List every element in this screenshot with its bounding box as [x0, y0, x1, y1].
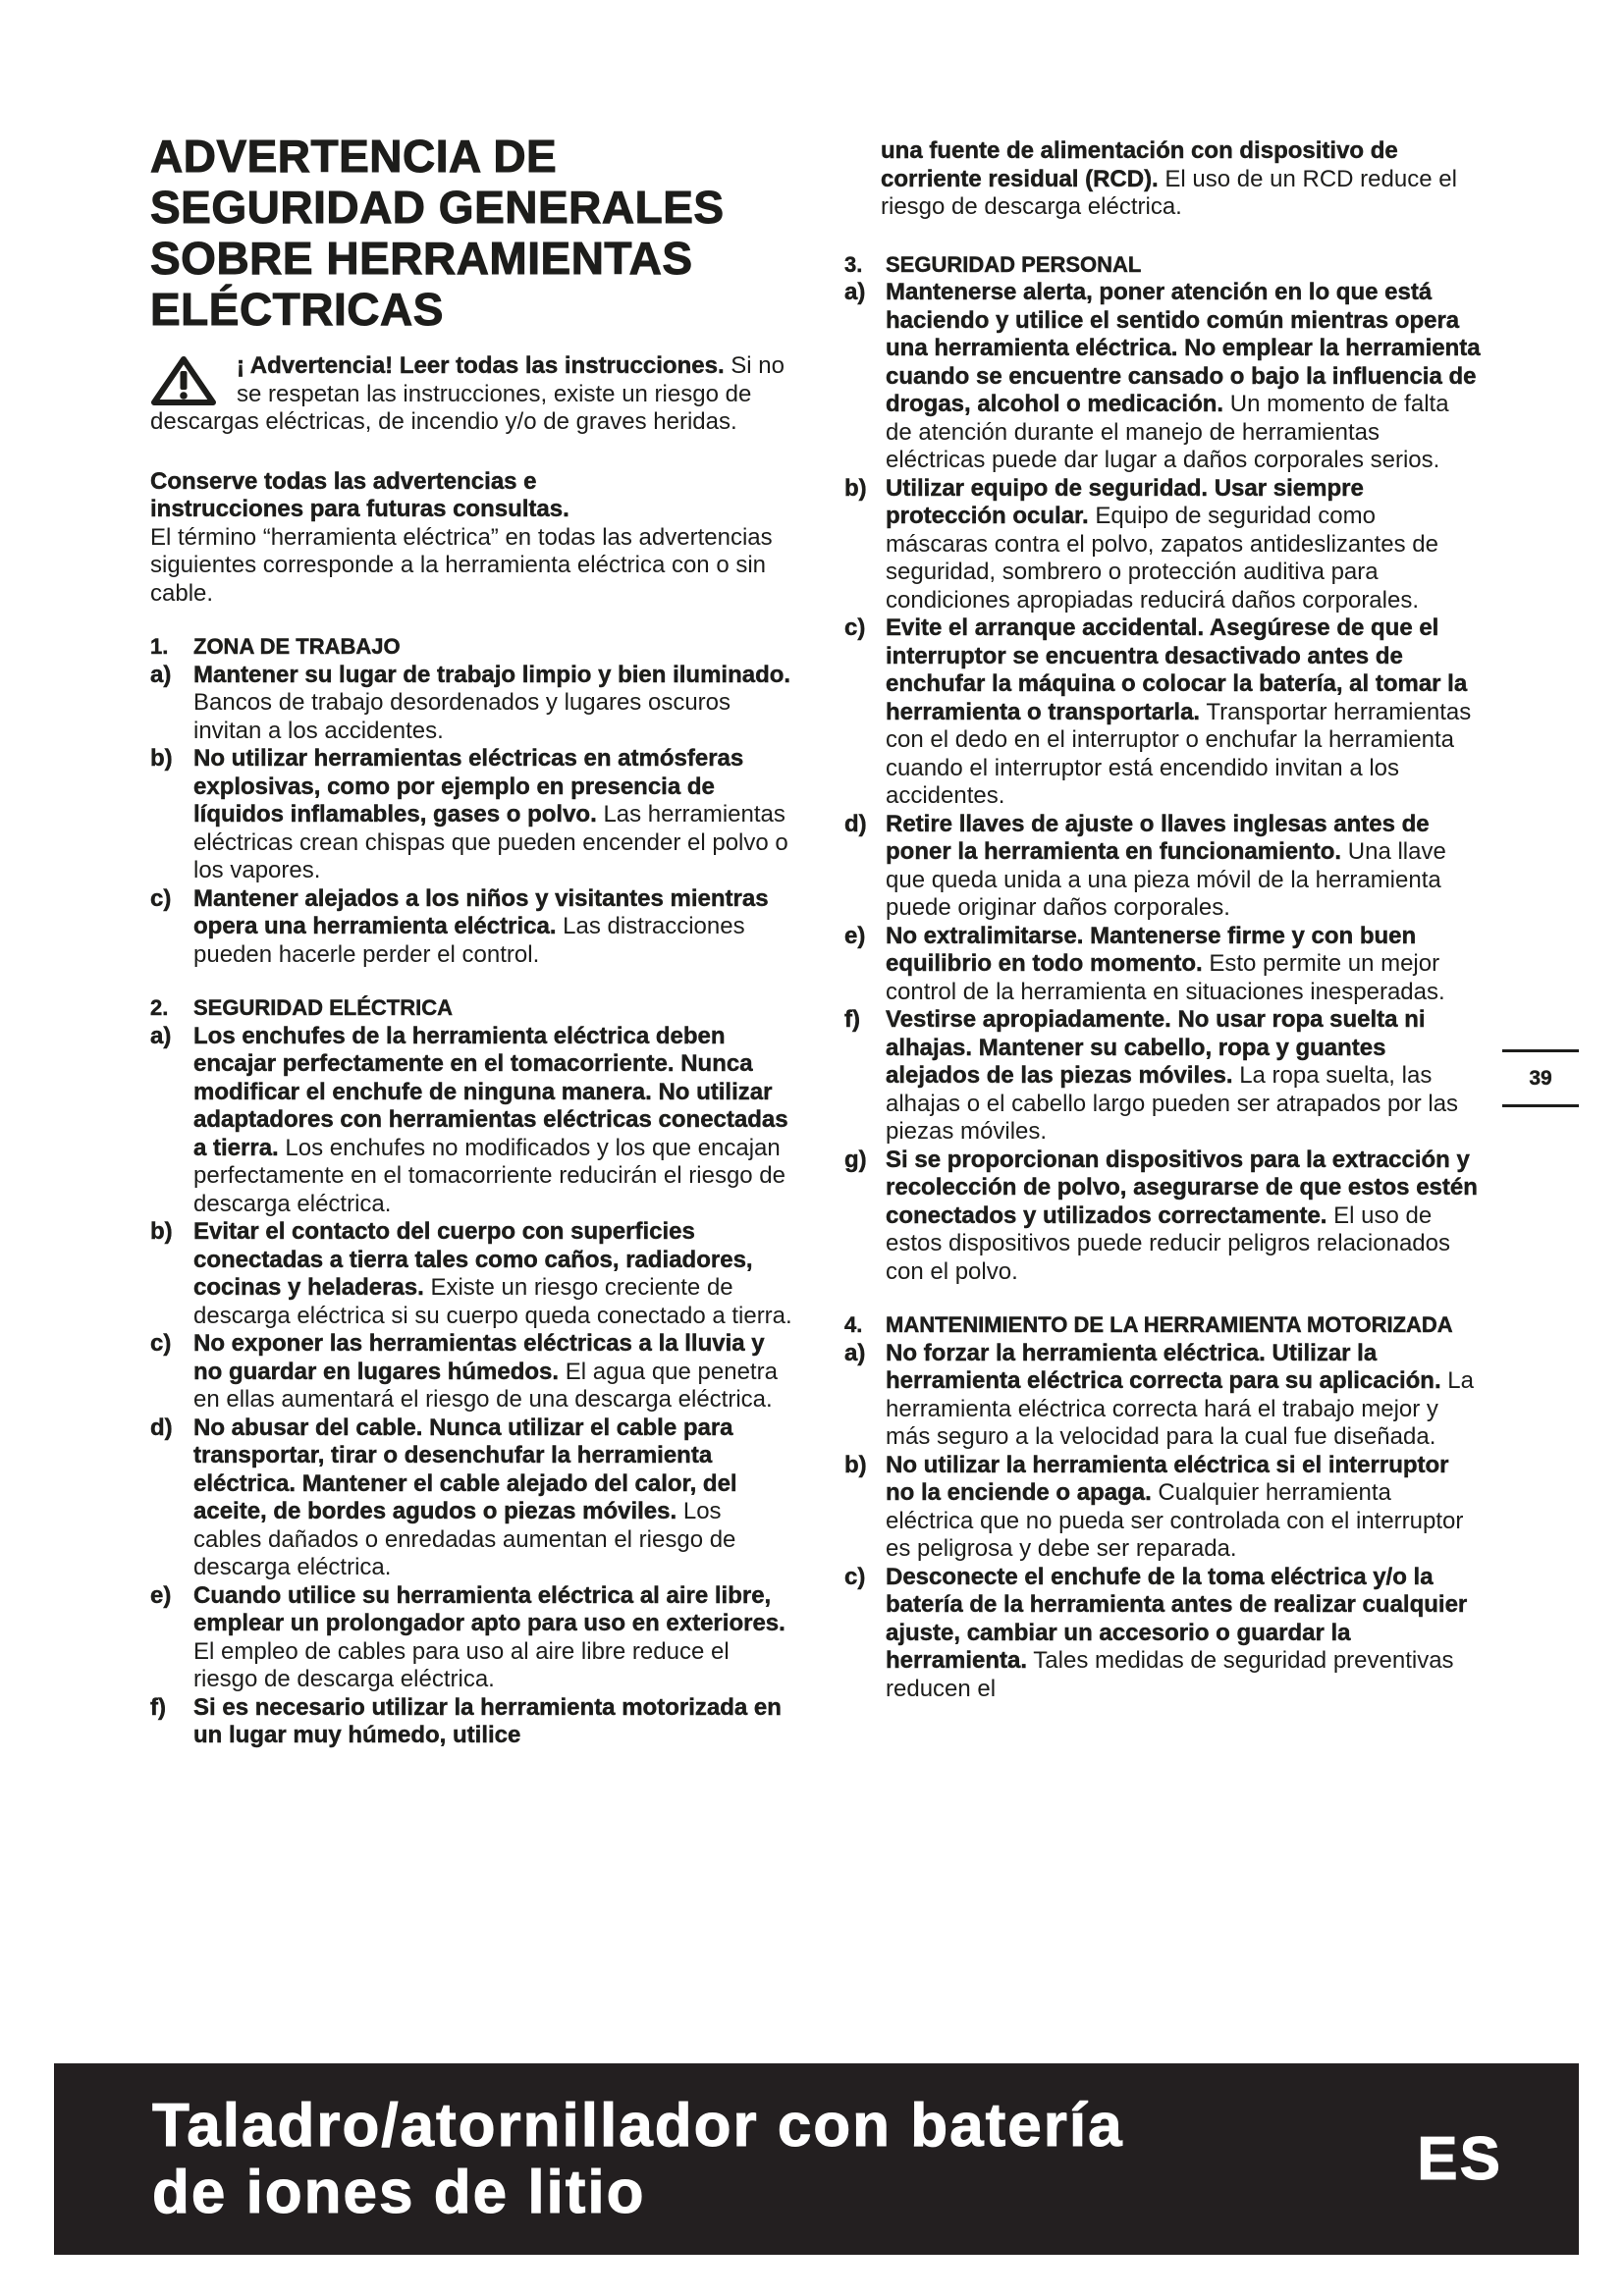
item-bold-text: Si se proporcionan dispositivos para la extracción y recolección de polvo, asegurarse de que estos estén conectados y utilizados correctamente. [886, 1146, 1478, 1229]
footer-bar [54, 2063, 1579, 2255]
list-item [150, 1415, 794, 1582]
section-number: 3. [844, 251, 863, 277]
item-bold-text: Mantenerse alerta, poner atención en lo que está haciendo y utilice el sentido común mientras opera una herramienta eléctrica. No emplear la herramienta cuando se encuentre cansado o bajo la influencia de drogas, alcohol o medicación. [886, 279, 1481, 417]
item-text [193, 1694, 794, 1750]
item-text [193, 1582, 794, 1694]
page-number: 39 [1502, 1049, 1579, 1107]
language-code: ES [1417, 2124, 1502, 2193]
item-bold-text: Mantener su lugar de trabajo limpio y bien iluminado. [193, 661, 791, 688]
list-item [844, 1564, 1481, 1704]
item-label: d) [150, 1414, 173, 1441]
item-regular-text: Una llave que queda unida a una pieza móvil de la herramienta puede originar daños corporales. [886, 838, 1446, 921]
list-item [150, 1582, 794, 1694]
section-zona-de-trabajo [150, 633, 794, 969]
item-label: c) [150, 884, 172, 912]
item-bold-text: Vestirse apropiadamente. No usar ropa suelta ni alhajas. Mantener su cabello, ropa y guantes alejados de las piezas móviles. [886, 1006, 1426, 1089]
right-column [844, 137, 1481, 1703]
item-regular-text: Las distracciones pueden hacerle perder el control. [193, 913, 745, 968]
list-item [844, 1147, 1481, 1287]
item-label: b) [150, 745, 173, 772]
item-bold-text: Cuando utilice su herramienta eléctrica al aire libre, emplear un prolongador apto para uso en exteriores. [193, 1581, 785, 1636]
conserve-paragraph [150, 468, 794, 609]
item-regular-text: Bancos de trabajo desordenados y lugares oscuros invitan a los accidentes. [193, 689, 731, 744]
item-text [886, 279, 1481, 475]
item-bold-text: Utilizar equipo de seguridad. Usar siempre protección ocular. [886, 474, 1364, 529]
section-heading [150, 633, 794, 662]
title-line: ADVERTENCIA DE [150, 131, 558, 182]
item-label: c) [844, 614, 866, 641]
item-text [193, 885, 794, 970]
list-item [844, 923, 1481, 1007]
item-regular-text: El uso de estos dispositivos puede reducir peligros relacionados con el polvo. [886, 1201, 1450, 1285]
list-item [150, 1023, 794, 1219]
item-bold-text: No utilizar herramientas eléctricas en atmósferas explosivas, como por ejemplo en presencia de líquidos inflamables, gases o polvo. [193, 745, 744, 828]
title-line: SOBRE HERRAMIENTAS [150, 233, 693, 284]
item-text [193, 1023, 794, 1219]
list-item [844, 1340, 1481, 1452]
item-bold-text: No utilizar la herramienta eléctrica si el interruptor no la enciende o apaga. [886, 1451, 1449, 1506]
item-bold-text: No exponer las herramientas eléctricas a la lluvia y no guardar en lugares húmedos. [193, 1330, 765, 1385]
section-title: SEGURIDAD PERSONAL [886, 251, 1142, 277]
item-regular-text: El uso de un RCD reduce el riesgo de descarga eléctrica. [881, 165, 1457, 220]
list-item [844, 279, 1481, 475]
list-item [150, 1694, 794, 1750]
item-label: a) [844, 1339, 866, 1366]
item-regular-text: Existe un riesgo creciente de descarga eléctrica si su cuerpo queda conectado a tierra. [193, 1274, 792, 1329]
warning-triangle-icon [150, 354, 227, 407]
section-title: ZONA DE TRABAJO [193, 634, 401, 659]
item-label: a) [150, 1022, 172, 1049]
item-text [886, 1564, 1481, 1704]
section-number: 4. [844, 1312, 863, 1337]
item-regular-text: Las herramientas eléctricas crean chispas que pueden encender el polvo o los vapores. [193, 801, 788, 883]
item-text [886, 614, 1481, 811]
conserve-text: El término “herramienta eléctrica” en todas las advertencias siguientes corresponde a la herramienta eléctrica con o sin cable. [150, 523, 773, 607]
section-heading [844, 1311, 1481, 1340]
item-bold-text: Retire llaves de ajuste o llaves inglesas antes de poner la herramienta en funcionamiento. [886, 810, 1430, 865]
item-regular-text: El empleo de cables para uso al aire libre reduce el riesgo de descarga eléctrica. [193, 1637, 730, 1692]
left-column [150, 131, 794, 1750]
item-text [193, 1415, 794, 1582]
conserve-bold-line: instrucciones para futuras consultas. [150, 496, 569, 522]
item-label: c) [150, 1330, 172, 1357]
list-item [150, 885, 794, 970]
item-regular-text: Los cables dañados o enredadas aumentan el riesgo de descarga eléctrica. [193, 1498, 736, 1580]
list-item [150, 745, 794, 885]
section-mantenimiento [844, 1311, 1481, 1703]
title-line: ELÉCTRICAS [150, 284, 444, 335]
item-regular-text: Equipo de seguridad como máscaras contra el polvo, zapatos antideslizantes de seguridad, sombrero o protección auditiva para condiciones apropiadas reducirá daños corporales. [886, 503, 1438, 614]
item-text [886, 1006, 1481, 1147]
item-label: e) [150, 1581, 172, 1609]
item-bold-text: una fuente de alimentación con dispositivo de corriente residual (RCD). [881, 137, 1398, 192]
list-item [844, 614, 1481, 811]
page-title [150, 131, 794, 335]
section-number: 2. [150, 995, 169, 1020]
item-regular-text: El agua que penetra en ellas aumentará el riesgo de una descarga eléctrica. [193, 1358, 778, 1413]
item-label: d) [844, 810, 867, 837]
item-label: e) [844, 922, 866, 949]
item-text [886, 475, 1481, 615]
warning-text: Si no se respetan las instrucciones, existe un riesgo de descargas eléctricas, de incendio y/o de graves heridas. [150, 352, 785, 435]
section-seguridad-electrica [150, 994, 794, 1750]
item-text [193, 662, 794, 746]
item-label: b) [150, 1218, 173, 1245]
item-label: a) [150, 661, 172, 688]
warning-paragraph [150, 352, 794, 437]
item-label: b) [844, 1451, 867, 1478]
item-regular-text: Un momento de falta de atención durante el manejo de herramientas eléctricas puede dar lugar a daños corporales serios. [886, 391, 1449, 473]
section-seguridad-personal [844, 251, 1481, 1287]
continued-item-text [844, 137, 1481, 222]
item-text [886, 1147, 1481, 1287]
item-regular-text: Los enchufes no modificados y los que encajan perfectamente en el tomacorriente reducirán el riesgo de descarga eléctrica. [193, 1134, 785, 1217]
item-bold-text: Los enchufes de la herramienta eléctrica deben encajar perfectamente en el tomacorriente. Nunca modificar el enchufe de ninguna manera. No utilizar adaptadores con herramientas eléctricas conectadas a tierra. [193, 1022, 788, 1161]
item-bold-text: No forzar la herramienta eléctrica. Utilizar la herramienta eléctrica correcta para su aplicación. [886, 1339, 1441, 1394]
product-title-line: Taladro/atornillador con batería [152, 2091, 1124, 2160]
item-label: f) [150, 1693, 166, 1721]
item-text [886, 1340, 1481, 1452]
section-title: SEGURIDAD ELÉCTRICA [193, 995, 454, 1020]
product-title-line: de iones de litio [152, 2158, 646, 2226]
list-item [844, 475, 1481, 615]
item-text [193, 1218, 794, 1330]
item-label: a) [844, 279, 866, 305]
section-title: MANTENIMIENTO DE LA HERRAMIENTA MOTORIZADA [886, 1312, 1453, 1337]
item-text [193, 745, 794, 885]
list-item [844, 811, 1481, 923]
item-bold-text: Evitar el contacto del cuerpo con superficies conectadas a tierra tales como caños, radiadores, cocinas y heladeras. [193, 1218, 753, 1301]
title-line: SEGURIDAD GENERALES [150, 182, 725, 233]
item-regular-text: Cualquier herramienta eléctrica que no pueda ser controlada con el interruptor es peligrosa y debe ser reparada. [886, 1479, 1464, 1562]
item-text [886, 923, 1481, 1007]
item-bold-text: Evite el arranque accidental. Asegúrese de que el interruptor se encuentra desactivado antes de enchufar la máquina o colocar la batería, al tomar la herramienta o transportarla. [886, 614, 1468, 725]
list-item [844, 1452, 1481, 1564]
item-regular-text: La herramienta eléctrica correcta hará el trabajo mejor y más seguro a la velocidad para la cual fue diseñada. [886, 1367, 1474, 1450]
product-title [152, 2093, 1124, 2226]
item-bold-text: Si es necesario utilizar la herramienta motorizada en un lugar muy húmedo, utilice [193, 1693, 782, 1748]
item-bold-text: Desconecte el enchufe de la toma eléctrica y/o la batería de la herramienta antes de realizar cualquier ajuste, cambiar un accesorio o guardar la herramienta. [886, 1563, 1468, 1674]
item-label: g) [844, 1146, 867, 1173]
item-regular-text: La ropa suelta, las alhajas o el cabello largo pueden ser atrapados por las piezas móviles. [886, 1062, 1459, 1145]
item-regular-text: Transportar herramientas con el dedo en el interruptor o enchufar la herramienta cuando el interruptor está encendido invitan a los accidentes. [886, 698, 1472, 809]
list-item [844, 1006, 1481, 1147]
item-label: b) [844, 474, 867, 502]
warning-bold-text: ¡ Advertencia! Leer todas las instrucciones. [237, 352, 725, 379]
section-heading [150, 994, 794, 1023]
item-bold-text: No abusar del cable. Nunca utilizar el cable para transportar, tirar o desenchufar la herramienta eléctrica. Mantener el cable alejado del calor, del aceite, de bordes agudos o piezas móviles. [193, 1414, 737, 1524]
item-label: f) [844, 1006, 860, 1033]
item-label: c) [844, 1563, 866, 1590]
list-item [150, 1218, 794, 1330]
item-text [193, 1330, 794, 1415]
item-bold-text: Mantener alejados a los niños y visitantes mientras opera una herramienta eléctrica. [193, 884, 769, 939]
item-bold-text: No extralimitarse. Mantenerse firme y con buen equilibrio en todo momento. [886, 922, 1417, 977]
conserve-bold-line: Conserve todas las advertencias e [150, 467, 537, 495]
section-heading [844, 251, 1481, 280]
list-item [150, 662, 794, 746]
item-regular-text: Tales medidas de seguridad preventivas reducen el [886, 1647, 1454, 1702]
item-text [886, 1452, 1481, 1564]
item-regular-text: Esto permite un mejor control de la herramienta en situaciones inesperadas. [886, 950, 1445, 1005]
item-text [886, 811, 1481, 923]
list-item [150, 1330, 794, 1415]
section-number: 1. [150, 634, 169, 659]
